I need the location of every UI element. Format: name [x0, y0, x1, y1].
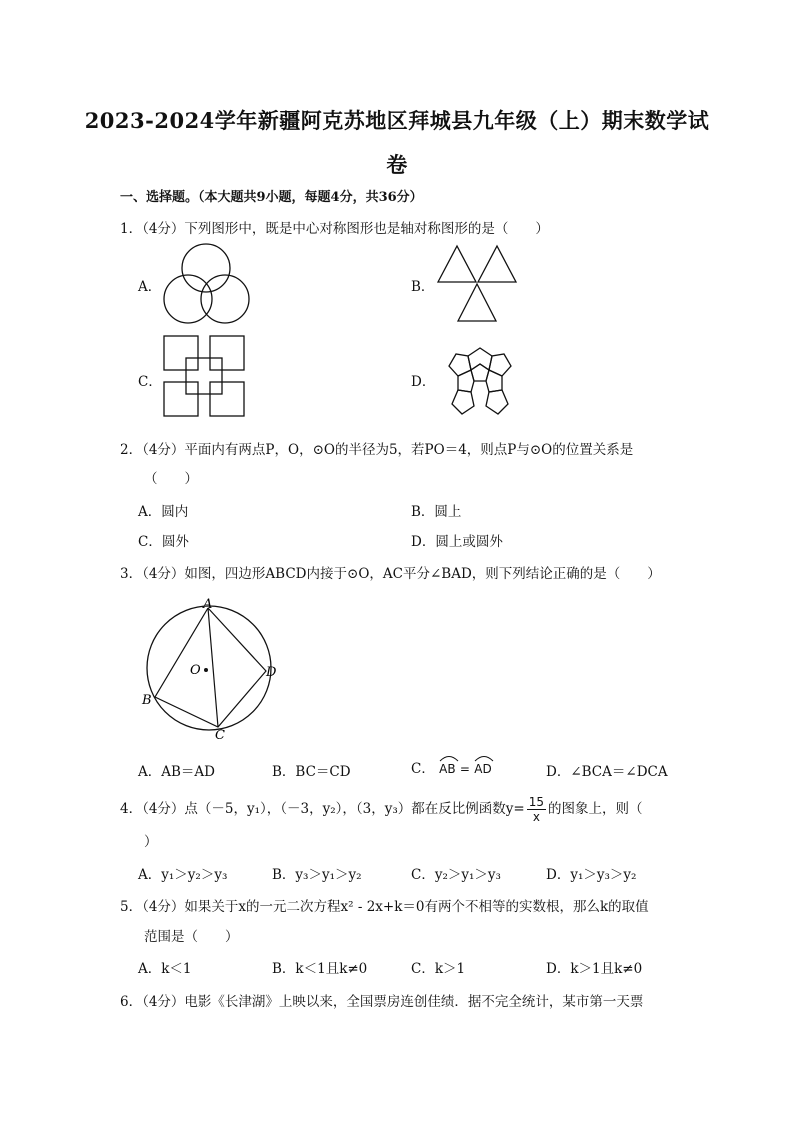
q3-option-c-arc-ab: [439, 756, 455, 776]
q2-option-c: C．圆外: [138, 534, 189, 550]
q3-stem: 3．（4分）如图，四边形ABCD内接于⊙O，AC平分∠BAD，则下列结论正确的是（ ）: [120, 566, 661, 582]
section-heading: 一、选择题。（本大题共9小题，每题4分，共36分）: [120, 190, 423, 205]
q3-option-c-eq: =: [459, 762, 470, 776]
q4-option-d: D．y₁＞y₃＞y₂: [546, 867, 637, 883]
q4-fraction-denominator: x: [532, 810, 540, 824]
q3-option-c-arc-ab-text: AB: [439, 762, 456, 776]
q2-stem-line2: （ ）: [144, 471, 198, 487]
q4-stem-line2: ）: [144, 834, 158, 850]
q4-stem-line1: [120, 795, 643, 824]
q4-fraction: [527, 795, 546, 824]
q3-option-b: B．BC＝CD: [272, 764, 351, 780]
q1-option-c-figure: [162, 334, 248, 420]
q2-option-b: B．圆上: [411, 504, 462, 520]
q1-option-a-figure: [160, 242, 254, 328]
q5-stem-line2: 范围是（ ）: [144, 929, 239, 945]
q1-option-a-label: A．: [138, 279, 162, 295]
q3-option-c-arc-ad: [474, 756, 491, 776]
q3-label-b: B: [142, 693, 152, 708]
q2-option-d: D．圆上或圆外: [411, 534, 503, 550]
q5-option-a: A．k＜1: [138, 961, 192, 977]
q3-option-d: D．∠BCA＝∠DCA: [546, 764, 668, 780]
q1-option-b-figure: [436, 242, 522, 324]
arc-mark-icon: [439, 754, 459, 762]
q1-stem: 1．（4分）下列图形中，既是中心对称图形也是轴对称图形的是（ ）: [120, 221, 549, 237]
q3-option-c-arc-ad-text: AD: [474, 762, 492, 776]
q2-stem-line1: 2．（4分）平面内有两点P，O，⊙O的半径为5，若PO＝4，则点P与⊙O的位置关系是: [120, 442, 634, 458]
exam-title-line1: 2023-2024学年新疆阿克苏地区拜城县九年级（上）期末数学试: [84, 108, 710, 133]
q5-option-d: D．k＞1且k≠0: [546, 961, 643, 977]
q3-option-a: A．AB＝AD: [138, 764, 215, 780]
q1-option-d-figure: [436, 334, 524, 418]
q4-stem-post: 的图象上，则（: [548, 801, 643, 817]
q3-option-c: [411, 756, 492, 777]
q2-option-a: A．圆内: [138, 504, 189, 520]
q1-option-c-label: C．: [138, 374, 162, 390]
q3-label-c: C: [215, 728, 225, 743]
q5-stem-line1: 5．（4分）如果关于x的一元二次方程x² - 2x+k＝0有两个不相等的实数根，那么k的取值: [120, 899, 649, 915]
q1-option-d-label: D．: [411, 374, 436, 390]
arc-mark-icon: [474, 754, 494, 762]
q5-option-b: B．k＜1且k≠0: [272, 961, 368, 977]
q6-stem-line1: 6．（4分）电影《长津湖》上映以来，全国票房连创佳绩．据不完全统计，某市第一天票: [120, 994, 644, 1010]
q4-stem-pre: 4．（4分）点（－5，y₁），（－3，y₂），（3，y₃）都在反比例函数y=: [120, 801, 525, 817]
q3-option-c-prefix: C．: [411, 761, 435, 777]
q4-option-b: B．y₃＞y₁＞y₂: [272, 867, 362, 883]
exam-title-line2: 卷: [386, 152, 408, 177]
q5-option-c: C．k＞1: [411, 961, 466, 977]
q4-option-c: C．y₂＞y₁＞y₃: [411, 867, 501, 883]
q4-fraction-numerator: 15: [528, 795, 545, 809]
q3-label-o: O: [190, 663, 201, 678]
q3-label-a: A: [203, 597, 213, 612]
q1-option-b-label: B．: [411, 279, 435, 295]
q4-option-a: A．y₁＞y₂＞y₃: [138, 867, 228, 883]
q3-figure: [138, 594, 288, 744]
q3-label-d: D: [266, 665, 277, 680]
